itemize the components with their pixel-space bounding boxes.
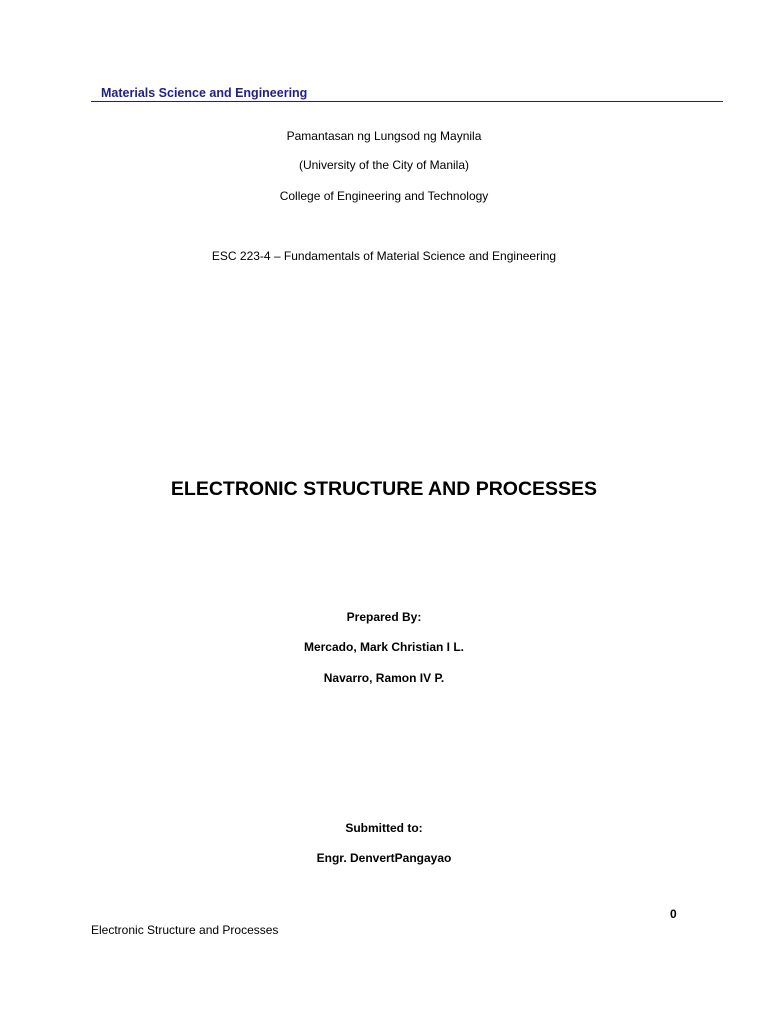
header-title: Materials Science and Engineering [101, 86, 308, 100]
document-title: ELECTRONIC STRUCTURE AND PROCESSES [170, 478, 598, 500]
footer-title: Electronic Structure and Processes [91, 923, 279, 937]
author-1: Mercado, Mark Christian I L. [303, 640, 465, 654]
institution-english-name: (University of the City of Manila) [298, 158, 470, 172]
college-name: College of Engineering and Technology [279, 189, 489, 203]
author-2: Navarro, Ramon IV P. [323, 671, 445, 685]
page-number: 0 [670, 907, 677, 921]
submitted-to-label: Submitted to: [345, 821, 423, 835]
document-header [91, 86, 723, 102]
submitted-recipient: Engr. DenvertPangayao [316, 851, 452, 865]
course-line: ESC 223-4 – Fundamentals of Material Science and Engineering [211, 249, 557, 263]
prepared-by-label: Prepared By: [346, 610, 422, 624]
institution-name: Pamantasan ng Lungsod ng Maynila [286, 129, 482, 143]
